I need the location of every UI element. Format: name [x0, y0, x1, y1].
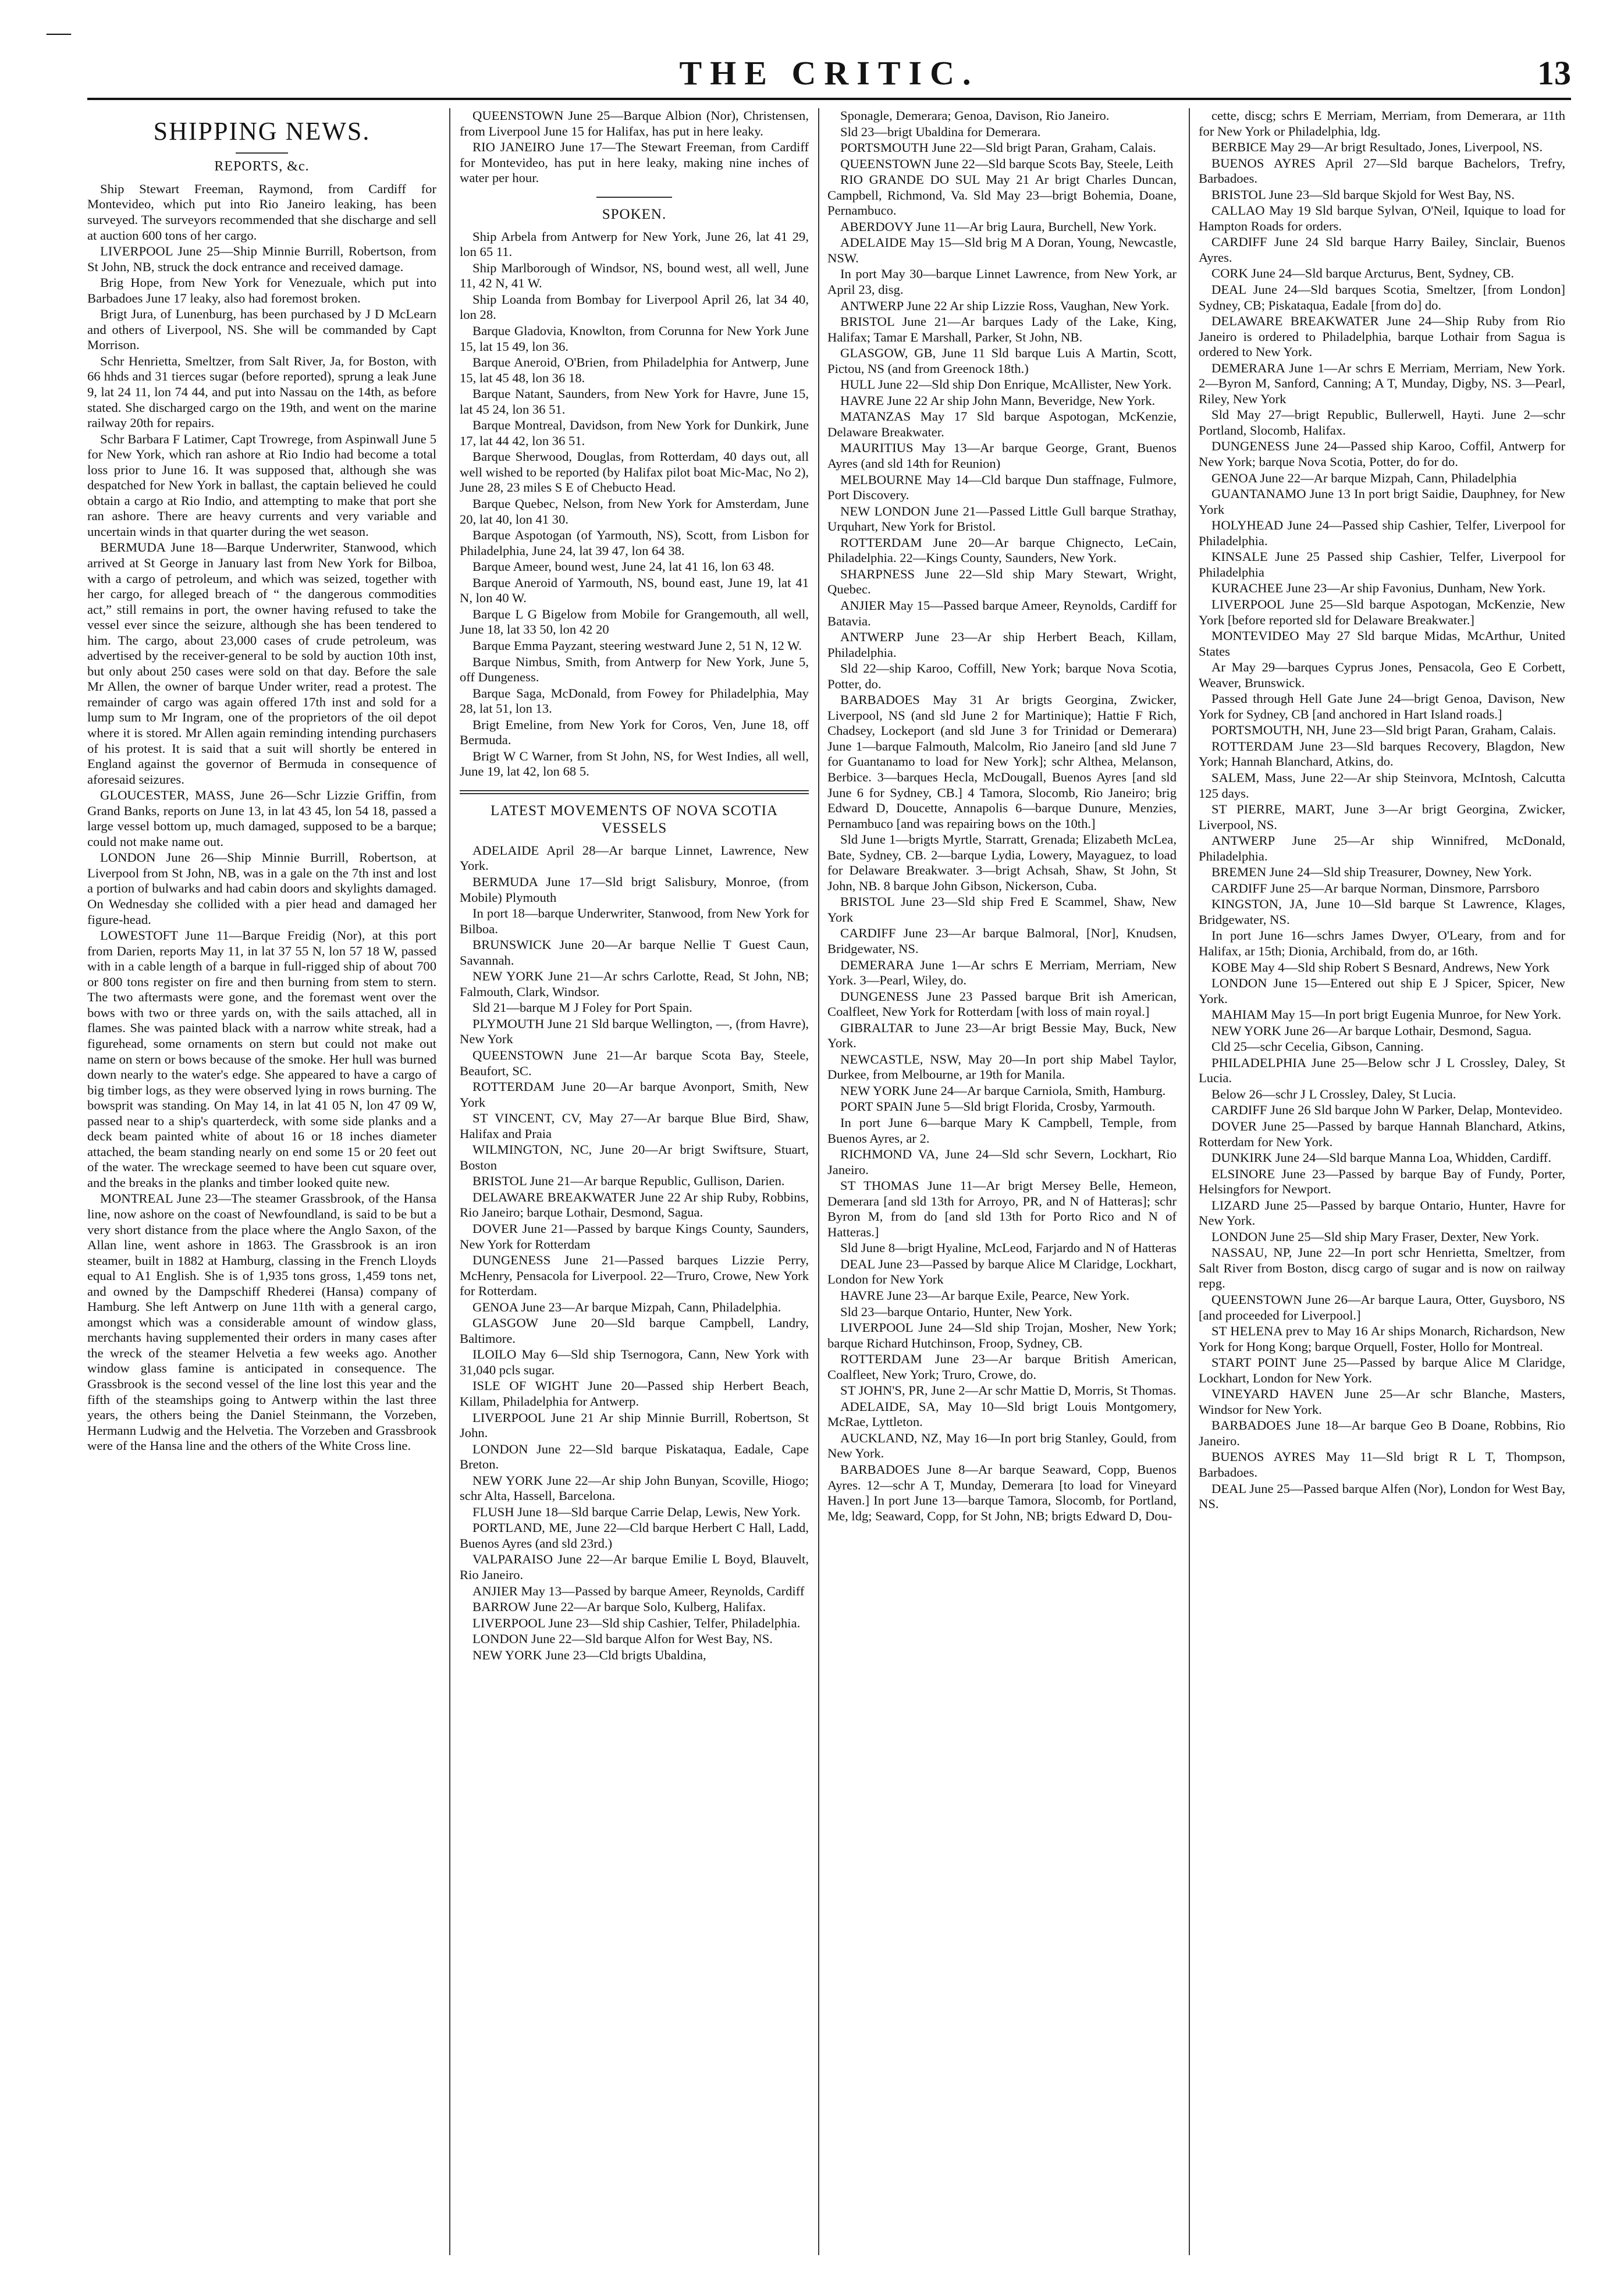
page-number: 13 — [1537, 54, 1571, 92]
news-item: DUNGENESS June 24—Passed ship Karoo, Coffil, Antwerp for New York; barque Nova Scotia, Potter, do for do. — [1199, 439, 1565, 470]
news-item: DEAL June 25—Passed barque Alfen (Nor), London for West Bay, NS. — [1199, 1481, 1565, 1512]
news-item: CARDIFF June 23—Ar barque Balmoral, [Nor], Knudsen, Bridgewater, NS. — [827, 926, 1177, 956]
news-item: BRISTOL June 21—Ar barques Lady of the Lake, King, Halifax; Tamar E Marshall, Parker, St John, NB. — [827, 314, 1177, 344]
news-item: ANTWERP June 25—Ar ship Winnifred, McDonald, Philadelphia. — [1199, 833, 1565, 863]
news-item: LIVERPOOL June 21 Ar ship Minnie Burrill, Robertson, St John. — [460, 1410, 809, 1441]
column-3 — [827, 108, 1177, 2255]
news-item: Ar May 29—barques Cyprus Jones, Pensacola, Geo E Corbett, Weaver, Brunswick. — [1199, 660, 1565, 690]
news-item: ANJIER May 13—Passed by barque Ameer, Reynolds, Cardiff — [472, 1583, 805, 1598]
news-item: Ship Stewart Freeman, Raymond, from Cardiff for Montevideo, which put into Rio Janeiro leaking, has been surveyed. The surveyors recommended that she discharge and sell at auction 600 tons of her cargo. — [87, 181, 436, 243]
news-item: Ship Marlborough of Windsor, NS, bound west, all well, June 11, 42 N, 41 W. — [460, 260, 809, 291]
news-item: ROTTERDAM June 20—Ar barque Avonport, Smith, New York — [460, 1079, 809, 1110]
news-item: In port June 16—schrs James Dwyer, O'Leary, from and for Halifax, ar 15th; Dionia, Archibald, from do, ar 16th. — [1199, 928, 1565, 958]
news-item: Barque Aneroid of Yarmouth, NS, bound east, June 19, lat 41 N, lon 40 W. — [460, 575, 809, 606]
news-item: QUEENSTOWN June 22—Sld barque Scots Bay, Steele, Leith — [840, 156, 1174, 171]
news-item: BARBADOES May 31 Ar brigts Georgina, Zwicker, Liverpool, NS (and sld June 2 for Martinique); Hattie F Rich, Chadsey, Lockeport (and sld June 3 for Trinidad or Demerara) June 1—barque Falmouth, Malcolm, Rio Janeiro [and sld June 7 for Guantanamo to load for New York]; schr Althea, Melanson, Berbice. 3—barques Hecla, McDougall, Buenos Ayres [and sld June 6 for Sydney, CB.] 4 Tamora, Slocomb, Rio Janeiro; brig Edward D, Doucette, Annapolis 6—barque Dunure, Menzies, Pernambuco [and was repairing bows on the 10th.] — [827, 692, 1177, 831]
news-item: HOLYHEAD June 24—Passed ship Cashier, Telfer, Liverpool for Philadelphia. — [1199, 518, 1565, 548]
section-heading-spoken: SPOKEN. — [602, 206, 667, 222]
news-item: LIVERPOOL June 25—Ship Minnie Burrill, Robertson, from St John, NB, struck the dock entrance and received damage. — [87, 244, 436, 274]
news-item: NEW YORK June 22—Ar ship John Bunyan, Scoville, Hiogo; schr Alta, Hassell, Barcelona. — [460, 1473, 809, 1503]
news-item: PORT SPAIN June 5—Sld brigt Florida, Crosby, Yarmouth. — [840, 1099, 1156, 1114]
news-item: LIVERPOOL June 23—Sld ship Cashier, Telfer, Philadelphia. — [472, 1615, 801, 1630]
news-item: Brig Hope, from New York for Venezuale, which put into Barbadoes June 17 leaky, also had foremost broken. — [87, 275, 436, 305]
news-item: Ship Loanda from Bombay for Liverpool April 26, lat 34 40, lon 28. — [460, 291, 809, 322]
heading-rule — [236, 152, 288, 154]
subheading-reports: REPORTS, &c. — [214, 158, 310, 174]
section-rule — [460, 790, 809, 794]
news-item: DEMERARA June 1—Ar schrs E Merriam, Merriam, New York. 3—Pearl, Wiley, do. — [827, 957, 1177, 988]
news-item: WILMINGTON, NC, June 20—Ar brigt Swiftsure, Stuart, Boston — [460, 1142, 809, 1172]
news-item: RIO JANEIRO June 17—The Stewart Freeman, from Cardiff for Montevideo, has put in here leaky, making nine inches of water per hour. — [460, 140, 809, 186]
news-item: NEW YORK June 21—Ar schrs Carlotte, Read, St John, NB; Falmouth, Clark, Windsor. — [460, 969, 809, 999]
news-item: Barque Nimbus, Smith, from Antwerp for New York, June 5, off Dungeness. — [460, 654, 809, 685]
news-item: LONDON June 22—Sld barque Alfon for West Bay, NS. — [472, 1631, 773, 1647]
news-item: LIZARD June 25—Passed by barque Ontario, Hunter, Havre for New York. — [1199, 1197, 1565, 1228]
news-item: CARDIFF June 25—Ar barque Norman, Dinsmore, Parrsboro — [1211, 880, 1540, 895]
news-item: CORK June 24—Sld barque Arcturus, Bent, Sydney, CB. — [1211, 266, 1515, 281]
news-item: VALPARAISO June 22—Ar barque Emilie L Boyd, Blauvelt, Rio Janeiro. — [460, 1552, 809, 1583]
news-item: DEAL June 23—Passed by barque Alice M Claridge, Lockhart, London for New York — [827, 1256, 1177, 1287]
section-heading-shipping-news: SHIPPING NEWS. — [153, 117, 371, 145]
news-item: Sld June 1—brigts Myrtle, Starratt, Grenada; Elizabeth McLea, Bate, Sydney, CB. 2—barque Lydia, Lowery, Mayaguez, to load for Delaware Breakwater. 3—brigt Achsah, Shaw, St John, St John, NB. 8 barque John Gibson, Nickerson, Cuba. — [827, 832, 1177, 893]
news-item: MONTREAL June 23—The steamer Grassbrook, of the Hansa line, now ashore on the coast of Newfoundland, is said to be but a very short distance from the place where the Anglo Saxon, of the Allan line, went ashore in 1863. The Grassbrook is an iron steamer, built in 1882 at Hamburg, classing in the French Lloyds equal to A1 English. She is of 1,935 tons gross, 1,459 tons net, and owned by the Dampschiff Rhederei (Hansa) company of Hamburg. She left Antwerp on June 11th with a general cargo, amongst which was a considerable amount of window glass, merchants having supplemented their orders in many cases after the wreck of the steamer Helvetia a few weeks ago. Another window glass famine is anticipated in consequence. The Grassbrook is the second vessel of the line lost this year and the fifth of the steamships going to Antwerp within the last three years, the others being the Daniel Steinmann, the Vorzeben, Hermann Ludwig and the Helvetia. The Vorzeben and Grassbrook were of the Hansa line and the others of the White Cross line. — [87, 1191, 436, 1453]
news-item: DUNGENESS June 23 Passed barque Brit ish American, Coalfleet, New York for Rotterdam [with loss of main royal.] — [827, 989, 1177, 1019]
news-item: NEW YORK June 24—Ar barque Carniola, Smith, Hamburg. — [840, 1083, 1166, 1098]
news-item: cette, discg; schrs E Merriam, Merriam, from Demerara, ar 11th for New York or Philadelphia, ldg. — [1199, 108, 1565, 138]
news-item: SHARPNESS June 22—Sld ship Mary Stewart, Wright, Quebec. — [827, 566, 1177, 597]
news-item: CALLAO May 19 Sld barque Sylvan, O'Neil, Iquique to load for Hampton Roads for orders. — [1199, 203, 1565, 233]
news-item: PORTLAND, ME, June 22—Cld barque Herbert C Hall, Ladd, Buenos Ayres (and sld 23rd.) — [460, 1520, 809, 1551]
news-item: DEMERARA June 1—Ar schrs E Merriam, Merriam, New York. 2—Byron M, Sanford, Canning; A T, Munday, Digby, NS. 3—Pearl, Riley, New York — [1199, 360, 1565, 406]
news-item: In port May 30—barque Linnet Lawrence, from New York, ar April 23, disg. — [827, 266, 1177, 297]
news-item: Barque Gladovia, Knowlton, from Corunna for New York June 15, lat 15 49, lon 36. — [460, 323, 809, 354]
news-item: MAURITIUS May 13—Ar barque George, Grant, Buenos Ayres (and sld 14th for Reunion) — [827, 440, 1177, 471]
news-item: ST HELENA prev to May 16 Ar ships Monarch, Richardson, New York for Hong Kong; barque Orquell, Foster, Hollo for Montreal. — [1199, 1324, 1565, 1354]
news-item: Below 26—schr J L Crossley, Daley, St Lucia. — [1211, 1086, 1456, 1101]
news-item: ANTWERP June 22 Ar ship Lizzie Ross, Vaughan, New York. — [840, 298, 1170, 313]
news-item: LONDON June 15—Entered out ship E J Spicer, Spicer, New York. — [1199, 976, 1565, 1006]
news-item: Barque L G Bigelow from Mobile for Grangemouth, all well, June 18, lat 33 50, lon 42 20 — [460, 606, 809, 637]
news-item: DELAWARE BREAKWATER June 22 Ar ship Ruby, Robbins, Rio Janeiro; barque Lothair, Desmond, Sagua. — [460, 1189, 809, 1220]
news-item: Barque Aspotogan (of Yarmouth, NS), Scott, from Lisbon for Philadelphia, June 24, lat 39 47, lon 64 38. — [460, 528, 809, 558]
news-item: LONDON June 25—Sld ship Mary Fraser, Dexter, New York. — [1211, 1229, 1539, 1244]
news-item: LONDON June 26—Ship Minnie Burrill, Robertson, at Liverpool from St John, NB, was in a gale on the 7th inst and lost a portion of bulwarks and had cabin doors and skylights damaged. On Wednesday she collided with a pier head and damaged her figure-head. — [87, 850, 436, 927]
news-item: In port 18—barque Underwriter, Stanwood, from New York for Bilboa. — [460, 906, 809, 936]
news-item: BERMUDA June 18—Barque Underwriter, Stanwood, which arrived at St George in January last from New York for Bilboa, with a cargo of petroleum, and which was seized, together with her cargo, for alleged breach of “ the dangerous commodities act,” still remains in port, the owner having refused to take the vessel ever since the seizure, although she has been tendered to him. The cargo, about 23,000 cases of crude petroleum, was advertised by the receiver-general to be sold by auction 10th inst, but only about 250 cases were sold on that day. Before the sale Mr Allen, the owner of barque Under writer, read a protest. The remainder of cargo was again offered 17th inst and sold for a lump sum to Mr Ingram, one of the proprietors of the oil depot where it is stored. Mr Allen again reminding intending purchasers of his protest. It is said that a suit will shortly be entered in England against the governor of Bermuda in consequence of aforesaid seizures. — [87, 540, 436, 787]
news-item: KURACHEE June 23—Ar ship Favonius, Dunham, New York. — [1211, 581, 1546, 596]
news-item: Schr Barbara F Latimer, Capt Trowrege, from Aspinwall June 5 for New York, which ran ashore at Rio Indio had become a total loss prior to June 16. It was supposed that, although she was despatched for New York in ballast, the captain believed he could obtain a cargo at Rio Indio, and attempting to make that port she ran ashore. There are heavy currents and very variable and uncertain winds in that quarter during the wet season. — [87, 431, 436, 539]
news-item: Barque Montreal, Davidson, from New York for Dunkirk, June 17, lat 44 42, lon 36 51. — [460, 418, 809, 448]
news-item: NEWCASTLE, NSW, May 20—In port ship Mabel Taylor, Durkee, from Melbourne, ar 19th for Manila. — [827, 1051, 1177, 1082]
news-item: HULL June 22—Sld ship Don Enrique, McAllister, New York. — [840, 377, 1172, 392]
news-item: PORTSMOUTH June 22—Sld brigt Paran, Graham, Calais. — [840, 140, 1156, 155]
reports-continued — [460, 108, 809, 186]
news-item: NASSAU, NP, June 22—In port schr Henrietta, Smeltzer, from Salt River from Boston, discg cargo of sugar and is now on railway repg. — [1199, 1245, 1565, 1291]
news-item: BRUNSWICK June 20—Ar barque Nellie T Guest Caun, Savannah. — [460, 937, 809, 968]
news-item: Sld 23—brigt Ubaldina for Demerara. — [840, 124, 1041, 139]
news-item: BREMEN June 24—Sld ship Treasurer, Downey, New York. — [1211, 865, 1532, 880]
news-item: DELAWARE BREAKWATER June 24—Ship Ruby from Rio Janeiro is ordered to Philadelphia, barque Lothair from Sagua is ordered to New York. — [1199, 314, 1565, 360]
news-item: BARBADOES June 8—Ar barque Seaward, Copp, Buenos Ayres. 12—schr A T, Munday, Demerara [to load for Vineyard Haven.] In port June 13—barque Tamora, Slocomb, for Portland, Me, ldg; Seaward, Copp, for St John, NB; brigts Edward D, Dou- — [827, 1462, 1177, 1523]
news-item: LIVERPOOL June 24—Sld ship Trojan, Mosher, New York; barque Richard Hutchinson, Froop, Sydney, CB. — [827, 1320, 1177, 1350]
news-item: VINEYARD HAVEN June 25—Ar schr Blanche, Masters, Windsor for New York. — [1199, 1386, 1565, 1417]
news-item: ANJIER May 15—Passed barque Ameer, Reynolds, Cardiff for Batavia. — [827, 598, 1177, 628]
news-item: BARBADOES June 18—Ar barque Geo B Doane, Robbins, Rio Janeiro. — [1199, 1418, 1565, 1448]
news-item: ADELAIDE, SA, May 10—Sld brigt Louis Montgomery, McRae, Lyttleton. — [827, 1399, 1177, 1430]
news-item: QUEENSTOWN June 25—Barque Albion (Nor), Christensen, from Liverpool June 15 for Halifax, has put in here leaky. — [460, 108, 809, 138]
news-item: RIO GRANDE DO SUL May 21 Ar brigt Charles Duncan, Campbell, Richmond, Va. Sld May 23—brigt Bohemia, Doane, Pernambuco. — [827, 172, 1177, 218]
news-item: DOVER June 25—Passed by barque Hannah Blanchard, Atkins, Rotterdam for New York. — [1199, 1119, 1565, 1149]
news-item: ADELAIDE April 28—Ar barque Linnet, Lawrence, New York. — [460, 842, 809, 873]
news-item: LIVERPOOL June 25—Sld barque Aspotogan, McKenzie, New York [before reported sld for Delaware Breakwater.] — [1199, 596, 1565, 627]
news-item: ABERDOVY June 11—Ar brig Laura, Burchell, New York. — [840, 219, 1157, 234]
news-item: FLUSH June 18—Sld barque Carrie Delap, Lewis, New York. — [472, 1504, 801, 1519]
news-item: GLOUCESTER, MASS, June 26—Schr Lizzie Griffin, from Grand Banks, reports on June 13, in lat 43 45, lon 54 18, passed a large vessel bottom up, much damaged, supposed to be a barque; could not make name out. — [87, 788, 436, 849]
news-item: SALEM, Mass, June 22—Ar ship Steinvora, McIntosh, Calcutta 125 days. — [1199, 770, 1565, 801]
news-item: Brigt W C Warner, from St John, NS, for West Indies, all well, June 19, lat 42, lon 68 5. — [460, 748, 809, 779]
news-item: BARROW June 22—Ar barque Solo, Kulberg, Halifax. — [472, 1599, 766, 1615]
newspaper-title: THE CRITIC. — [679, 54, 979, 92]
news-item: BRISTOL June 21—Ar barque Republic, Gullison, Darien. — [472, 1174, 785, 1189]
news-item: Schr Henrietta, Smeltzer, from Salt River, Ja, for Boston, with 66 hhds and 31 tierces sugar (before reported), sprung a leak June 9, lat 24 11, lon 74 44, and put into Nassau on the 14th, as before stated. She discharged cargo on the 19th, and went on the marine railway 20th for repairs. — [87, 353, 436, 431]
news-item: BERBICE May 29—Ar brigt Resultado, Jones, Liverpool, NS. — [1211, 140, 1543, 155]
news-item: GLASGOW, GB, June 11 Sld barque Luis A Martin, Scott, Pictou, NS (and from Greenock 18th.) — [827, 346, 1177, 376]
news-item: ST PIERRE, MART, June 3—Ar brigt Georgina, Zwicker, Liverpool, NS. — [1199, 802, 1565, 832]
news-item: BRISTOL June 23—Sld ship Fred E Scammel, Shaw, New York — [827, 894, 1177, 925]
news-item: AUCKLAND, NZ, May 16—In port brig Stanley, Gould, from New York. — [827, 1430, 1177, 1461]
news-item: KINSALE June 25 Passed ship Cashier, Telfer, Liverpool for Philadelphia — [1199, 549, 1565, 580]
news-item: DOVER June 21—Passed by barque Kings County, Saunders, New York for Rotterdam — [460, 1221, 809, 1252]
news-item: ROTTERDAM June 20—Ar barque Chignecto, LeCain, Philadelphia. 22—Kings County, Saunders, New York. — [827, 535, 1177, 566]
column-divider — [818, 108, 819, 2255]
news-item: ANTWERP June 23—Ar ship Herbert Beach, Killam, Philadelphia. — [827, 630, 1177, 660]
news-item: GENOA June 23—Ar barque Mizpah, Cann, Philadelphia. — [472, 1299, 781, 1314]
news-item: BERMUDA June 17—Sld brigt Salisbury, Monroe, (from Mobile) Plymouth — [460, 874, 809, 905]
news-item: NEW YORK June 23—Cld brigts Ubaldina, — [472, 1647, 706, 1662]
news-item: RICHMOND VA, June 24—Sld schr Severn, Lockhart, Rio Janeiro. — [827, 1147, 1177, 1177]
column-divider — [449, 108, 450, 2255]
news-item: DEAL June 24—Sld barques Scotia, Smeltzer, [from London] Sydney, CB; Piskataqua, Eadale [from do] do. — [1199, 282, 1565, 312]
news-item: Sld 21—barque M J Foley for Port Spain. — [472, 1000, 692, 1015]
news-item: CARDIFF June 26 Sld barque John W Parker, Delap, Montevideo. — [1211, 1103, 1563, 1118]
column-1 — [87, 108, 436, 2255]
news-item: MAHIAM May 15—In port brigt Eugenia Munroe, for New York. — [1211, 1007, 1562, 1022]
news-item: BUENOS AYRES April 27—Sld barque Bachelors, Trefry, Barbadoes. — [1199, 155, 1565, 186]
news-item: QUEENSTOWN June 21—Ar barque Scota Bay, Steele, Beaufort, SC. — [460, 1047, 809, 1078]
news-item: BUENOS AYRES May 11—Sld brigt R L T, Thompson, Barbadoes. — [1199, 1449, 1565, 1480]
news-item: HAVRE June 22 Ar ship John Mann, Beveridge, New York. — [840, 393, 1156, 408]
news-item: LONDON June 22—Sld barque Piskataqua, Eadale, Cape Breton. — [460, 1441, 809, 1472]
column-2 — [460, 108, 809, 2255]
news-item: ELSINORE June 23—Passed by barque Bay of Fundy, Porter, Helsingfors for Newport. — [1199, 1166, 1565, 1197]
news-item: ROTTERDAM June 23—Sld barques Recovery, Blagdon, New York; Hannah Blanchard, Atkins, do. — [1199, 738, 1565, 769]
news-item: Sld 23—barque Ontario, Hunter, New York. — [840, 1304, 1072, 1319]
news-item: Brigt Jura, of Lunenburg, has been purchased by J D McLearn and others of Liverpool, NS. She will be commanded by Capt Morrison. — [87, 307, 436, 353]
news-item: Barque Quebec, Nelson, from New York for Amsterdam, June 20, lat 40, lon 41 30. — [460, 496, 809, 527]
news-item: In port June 6—barque Mary K Campbell, Temple, from Buenos Ayres, ar 2. — [827, 1115, 1177, 1146]
column-divider — [1189, 108, 1190, 2255]
news-item: ST THOMAS June 11—Ar brigt Mersey Belle, Hemeon, Demerara [and sld 13th for Arroyo, PR, and N of Hatteras]; schr Byron M, from do [and sld 13th for Porto Rico and N of Hatteras.] — [827, 1178, 1177, 1239]
masthead — [47, 19, 1571, 100]
header-rule — [87, 98, 1571, 100]
news-item: KINGSTON, JA, June 10—Sld barque St Lawrence, Klages, Bridgewater, NS. — [1199, 897, 1565, 927]
news-item: HAVRE June 23—Ar barque Exile, Pearce, New York. — [840, 1288, 1130, 1303]
latest-movements-continued — [827, 108, 1177, 1524]
news-item: Ship Arbela from Antwerp for New York, June 26, lat 41 29, lon 65 11. — [460, 229, 809, 259]
news-item: Brigt Emeline, from New York for Coros, Ven, June 18, off Bermuda. — [460, 717, 809, 748]
news-item: PHILADELPHIA June 25—Below schr J L Crossley, Daley, St Lucia. — [1199, 1055, 1565, 1086]
news-item: DUNKIRK June 24—Sld barque Manna Loa, Whidden, Cardiff. — [1211, 1150, 1551, 1165]
news-item: CARDIFF June 24 Sld barque Harry Bailey, Sinclair, Buenos Ayres. — [1199, 234, 1565, 265]
latest-movements-continued — [1199, 108, 1565, 1512]
news-item: Barque Sherwood, Douglas, from Rotterdam, 40 days out, all well wished to be reported (by Halifax pilot boat Mic-Mac, No 2), June 28, 23 miles S E of Chebucto Head. — [460, 449, 809, 495]
column-4 — [1199, 108, 1565, 2255]
news-item: QUEENSTOWN June 26—Ar barque Laura, Otter, Guysboro, NS [and proceeded for Liverpool.] — [1199, 1292, 1565, 1322]
news-item: GLASGOW June 20—Sld barque Campbell, Landry, Baltimore. — [460, 1316, 809, 1346]
news-item: Cld 25—schr Cecelia, Gibson, Canning. — [1211, 1039, 1424, 1054]
news-item: Sld May 27—brigt Republic, Bullerwell, Hayti. June 2—schr Portland, Slocomb, Halifax. — [1199, 407, 1565, 438]
news-item: Barque Aneroid, O'Brien, from Philadelphia for Antwerp, June 15, lat 45 48, lon 36 18. — [460, 355, 809, 385]
news-item: START POINT June 25—Passed by barque Alice M Claridge, Lockhart, London for New York. — [1199, 1355, 1565, 1385]
news-item: Sponagle, Demerara; Genoa, Davison, Rio Janeiro. — [840, 108, 1110, 123]
news-item: MELBOURNE May 14—Cld barque Dun staffnage, Fulmore, Port Discovery. — [827, 472, 1177, 503]
news-item: ROTTERDAM June 23—Ar barque British American, Coalfleet, New York; Truro, Crowe, do. — [827, 1352, 1177, 1382]
news-item: MATANZAS May 17 Sld barque Aspotogan, McKenzie, Delaware Breakwater. — [827, 409, 1177, 439]
news-item: GENOA June 22—Ar barque Mizpah, Cann, Philadelphia — [1211, 470, 1517, 485]
news-item: Passed through Hell Gate June 24—brigt Genoa, Davison, New York for Sydney, CB [and anchored in Hart Island roads.] — [1199, 691, 1565, 721]
news-item: DUNGENESS June 21—Passed barques Lizzie Perry, McHenry, Pensacola for Liverpool. 22—Truro, Crowe, New York for Rotterdam. — [460, 1253, 809, 1299]
news-item: Sld June 8—brigt Hyaline, McLeod, Farjardo and N of Hatteras — [840, 1240, 1177, 1256]
spoken-body — [460, 229, 809, 780]
latest-movements-body — [460, 843, 809, 1663]
news-item: Sld 22—ship Karoo, Coffill, New York; barque Nova Scotia, Potter, do. — [827, 661, 1177, 691]
news-item: NEW LONDON June 21—Passed Little Gull barque Strathay, Urquhart, New York for Bristol. — [827, 503, 1177, 534]
news-item: GIBRALTAR to June 23—Ar brigt Bessie May, Buck, New York. — [827, 1020, 1177, 1051]
news-item: PLYMOUTH June 21 Sld barque Wellington, —, (from Havre), New York — [460, 1016, 809, 1047]
news-item: Barque Saga, McDonald, from Fowey for Philadelphia, May 28, lat 51, lon 13. — [460, 685, 809, 716]
news-item: ADELAIDE May 15—Sld brig M A Doran, Young, Newcastle, NSW. — [827, 235, 1177, 265]
news-item: PORTSMOUTH, NH, June 23—Sld brigt Paran, Graham, Calais. — [1211, 723, 1557, 738]
section-rule — [596, 197, 672, 198]
news-item: ST VINCENT, CV, May 27—Ar barque Blue Bird, Shaw, Halifax and Praia — [460, 1111, 809, 1141]
news-item: BRISTOL June 23—Sld barque Skjold for West Bay, NS. — [1211, 187, 1515, 202]
masthead-dash: — — [47, 19, 71, 46]
news-item: NEW YORK June 26—Ar barque Lothair, Desmond, Sagua. — [1211, 1023, 1532, 1038]
news-item: Barque Emma Payzant, steering westward June 2, 51 N, 12 W. — [472, 638, 802, 653]
news-item: GUANTANAMO June 13 In port brigt Saidie, Dauphney, for New York — [1199, 486, 1565, 517]
news-item: ST JOHN'S, PR, June 2—Ar schr Mattie D, Morris, St Thomas. — [840, 1383, 1177, 1398]
section-heading-latest-movements: LATEST MOVEMENTS OF NOVA SCOTIA VESSELS — [490, 802, 778, 836]
reports-body — [87, 182, 436, 1454]
news-item: Barque Ameer, bound west, June 24, lat 41 16, lon 63 48. — [472, 559, 774, 574]
news-item: ILOILO May 6—Sld ship Tsernogora, Cann, New York with 31,040 pcls sugar. — [460, 1347, 809, 1377]
news-item: Barque Natant, Saunders, from New York for Havre, June 15, lat 45 24, lon 36 51. — [460, 386, 809, 417]
news-item: ISLE OF WIGHT June 20—Passed ship Herbert Beach, Killam, Philadelphia for Antwerp. — [460, 1378, 809, 1409]
news-item: LOWESTOFT June 11—Barque Freidig (Nor), at this port from Darien, reports May 11, in lat 37 55 N, lon 57 18 W, passed with in a cable length of a barque in full-rigged ship of about 700 or 800 tons register on fire and then burning from stem to stern. The two aftermasts were gone, and the foremast went over the bows with two or three yards on, with the sails attached, all in flames. She was painted black with a narrow white streak, had a figurehead, some ornaments on stern but could not make out name on stern or bows because of the smoke. Her hull was burned down nearly to the water's edge. She appeared to have a cargo of big timber logs, as they were observed lying in rows burning. The bowsprit was standing. On May 14, in lat 41 05 N, lon 47 09 W, passed near to a ship's quarterdeck, with some side planks and a deck beam painted white of about 16 or 18 inches diameter attached, the beam standing nearly on end some 15 or 20 feet out of the water. The wreckage seemed to have been cut square over, and the breaks in the planks and timber looked quite new. — [87, 928, 436, 1190]
news-item: MONTEVIDEO May 27 Sld barque Midas, McArthur, United States — [1199, 628, 1565, 659]
news-item: KOBE May 4—Sld ship Robert S Besnard, Andrews, New York — [1211, 959, 1550, 975]
